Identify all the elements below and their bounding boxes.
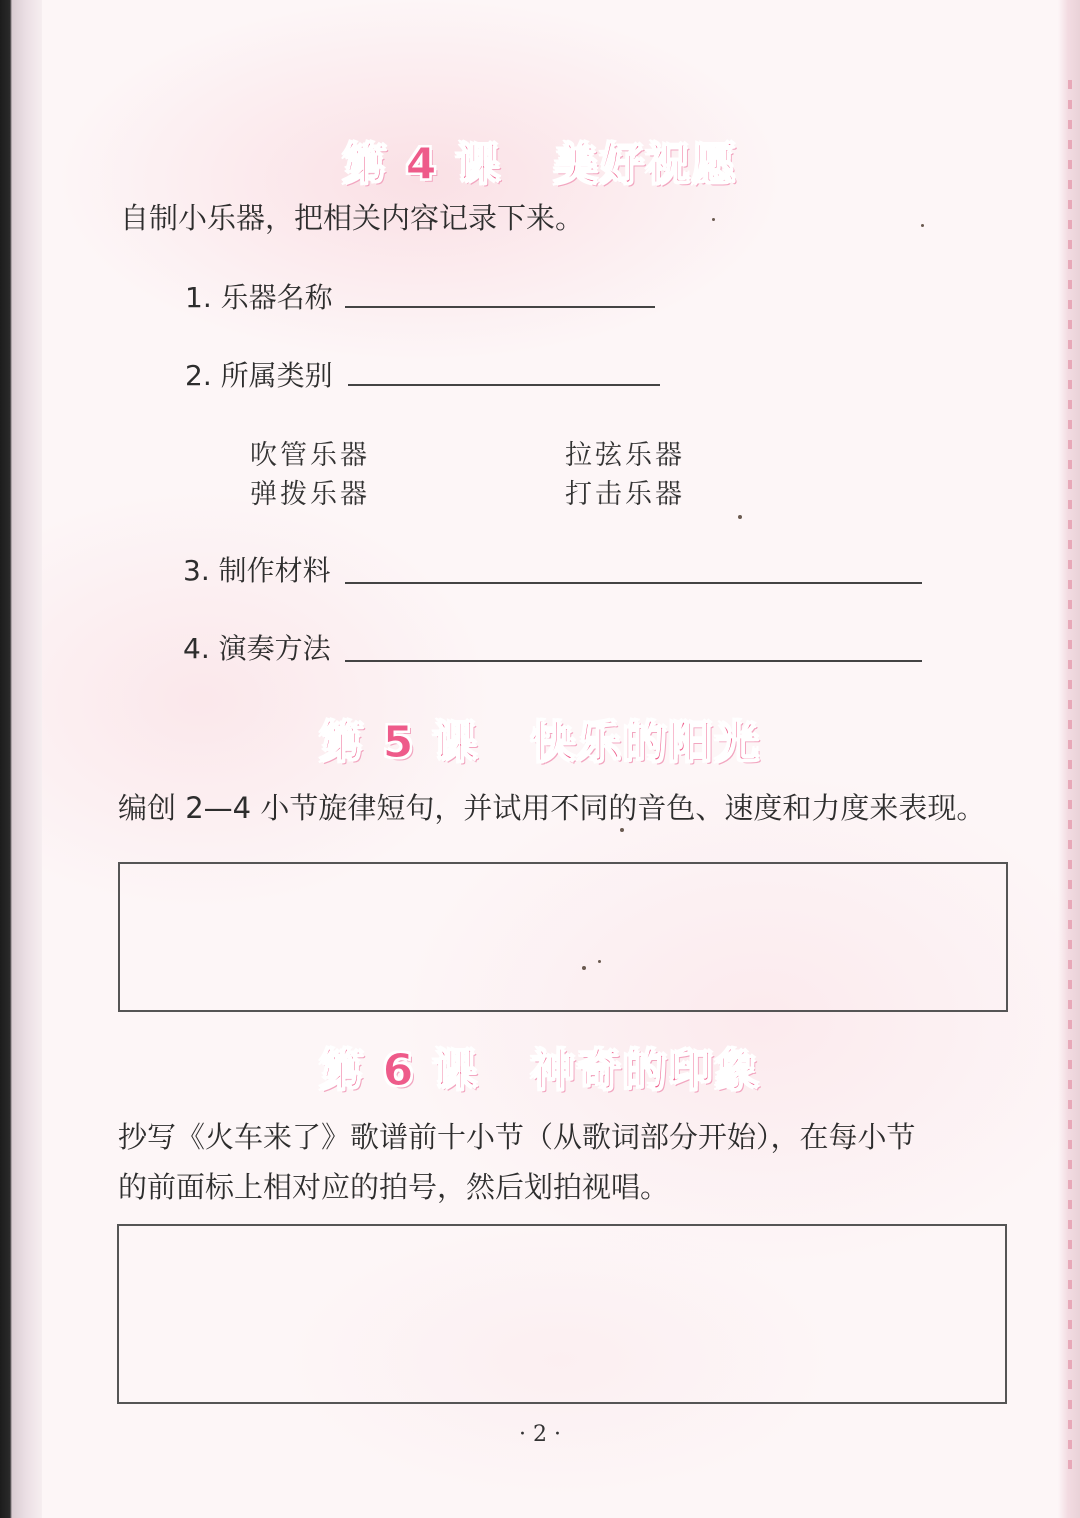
lesson-5-title: 第 5 课 快乐的阳光 — [319, 717, 761, 768]
category-option-bowed-string: 拉弦乐器 — [565, 440, 685, 471]
scan-speck — [582, 966, 586, 970]
scan-speck — [598, 960, 601, 963]
instrument-name-line[interactable] — [345, 306, 655, 308]
lesson-4-instruction: 自制小乐器，把相关内容记录下来。 — [120, 201, 585, 235]
materials-line[interactable] — [345, 582, 922, 584]
category-option-plucked-string: 弹拨乐器 — [250, 479, 370, 510]
category-label: 2. 所属类别 — [185, 359, 333, 392]
materials-label: 3. 制作材料 — [183, 554, 331, 587]
lesson-6-instruction-line-1: 抄写《火车来了》歌谱前十小节（从歌词部分开始），在每小节 — [118, 1120, 916, 1154]
scan-speck — [712, 218, 715, 221]
category-line[interactable] — [348, 384, 660, 386]
scan-speck — [738, 515, 742, 519]
lesson-6-title: 第 6 课 神奇的印象 — [319, 1045, 761, 1096]
dashed-edge-strip — [1068, 80, 1072, 1480]
lesson-4-title: 第 4 课 美好祝愿 — [342, 139, 738, 190]
lesson-6-answer-box[interactable] — [117, 1224, 1007, 1404]
lesson-5-instruction: 编创 2—4 小节旋律短句，并试用不同的音色、速度和力度来表现。 — [118, 791, 986, 825]
lesson-5-answer-box[interactable] — [118, 862, 1008, 1012]
playing-method-label: 4. 演奏方法 — [183, 632, 331, 665]
scan-speck — [620, 828, 624, 832]
playing-method-line[interactable] — [345, 660, 922, 662]
category-option-percussion: 打击乐器 — [565, 479, 685, 510]
scan-speck — [921, 224, 924, 227]
lesson-6-instruction-line-2: 的前面标上相对应的拍号，然后划拍视唱。 — [118, 1170, 670, 1204]
instrument-name-label: 1. 乐器名称 — [185, 281, 333, 314]
page-number: · 2 · — [519, 1422, 561, 1447]
category-option-wind: 吹管乐器 — [250, 440, 370, 471]
